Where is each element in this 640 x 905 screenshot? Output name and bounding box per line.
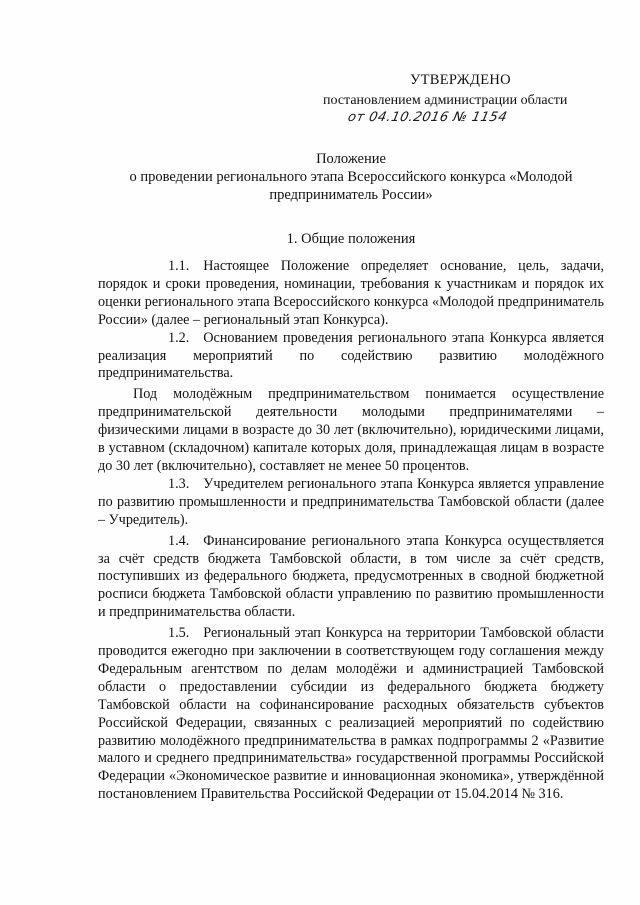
paragraph-1-5 [98, 625, 604, 804]
paragraph-text: Основанием проведения регионального этапа Конкурса является реализация мероприятий по содействию развитию молодёжного предпринимательства. [98, 329, 604, 382]
document-body [98, 258, 604, 804]
approval-title: УТВЕРЖДЕНО [410, 72, 511, 88]
paragraph-youth-definition [98, 386, 604, 476]
paragraph-number: 1.1. [168, 258, 190, 274]
paragraph-1-1 [98, 258, 604, 330]
document-title-line2: о проведении регионального этапа Всероссийского конкурса «Молодой предприниматель России» [129, 169, 573, 203]
paragraph-number: 1.4. [168, 532, 190, 549]
paragraph-number: 1.2. [168, 329, 190, 346]
paragraph-text: Финансирование регионального этапа Конкурса осуществляется за счёт средств бюджета Тамбовской области, в том числе за счёт средств, поступивших из федерального бюджета, предусмотренных в сводной бюджетной росписи бюджета Тамбовской области управлению по развитию промышленности и предпринимательства области. [98, 532, 604, 621]
section-heading: 1. Общие положения [286, 231, 416, 247]
handwritten-date-number: от 04.10.2016 № 1154 [346, 110, 509, 125]
paragraph-number: 1.3. [168, 475, 190, 492]
document-title [98, 150, 604, 204]
paragraph-text: Учредителем регионального этапа Конкурса является управление по развитию промышленности и предпринимательства Тамбовской области (далее – Учредитель). [98, 475, 604, 528]
paragraph-text: Региональный этап Конкурса на территории Тамбовской области проводится ежегодно при заключении в соответствующем году соглашения между Федеральным агентством по делам молодёжи и администрацией Тамбовской области о предоставлении субсидии из федерального бюджета бюджету Тамбовской области на софинансирование расходных обязательств субъектов Российской Федерации, связанных с реализацией мероприятий по содействию развитию молодёжного предпринимательства в рамках подпрограммы 2 «Развитие малого и среднего предпринимательства» государственной программы Российской Федерации «Экономическое развитие и инновационная экономика», утверждённой постановлением Правительства Российской Федерации от 15.04.2014 № 316. [98, 625, 604, 803]
paragraph-text: Настоящее Положение определяет основание, цель, задачи, порядок и сроки проведения, номинации, требования к участникам и порядок их оценки регионального этапа Всероссийского конкурса «Молодой предприниматель России» (далее – региональный этап Конкурса). [98, 258, 604, 328]
paragraph-number: 1.5. [168, 625, 190, 642]
document-title-line1: Положение [316, 151, 386, 167]
paragraph-1-3 [98, 476, 604, 530]
paragraph-text: Под молодёжным предпринимательством понимается осуществление предпринимательской деятельности молодыми предпринимателями – физическими лицами в возрасте до 30 лет (включительно), юридическими лицами, в уставном (складочном) капитале которых доля, принадлежащая лицам в возрасте до 30 лет (включительно), составляет не менее 50 процентов. [98, 386, 604, 474]
paragraph-1-4 [98, 533, 604, 623]
paragraph-1-2 [98, 330, 604, 384]
approval-line: постановлением администрации области [323, 93, 568, 108]
